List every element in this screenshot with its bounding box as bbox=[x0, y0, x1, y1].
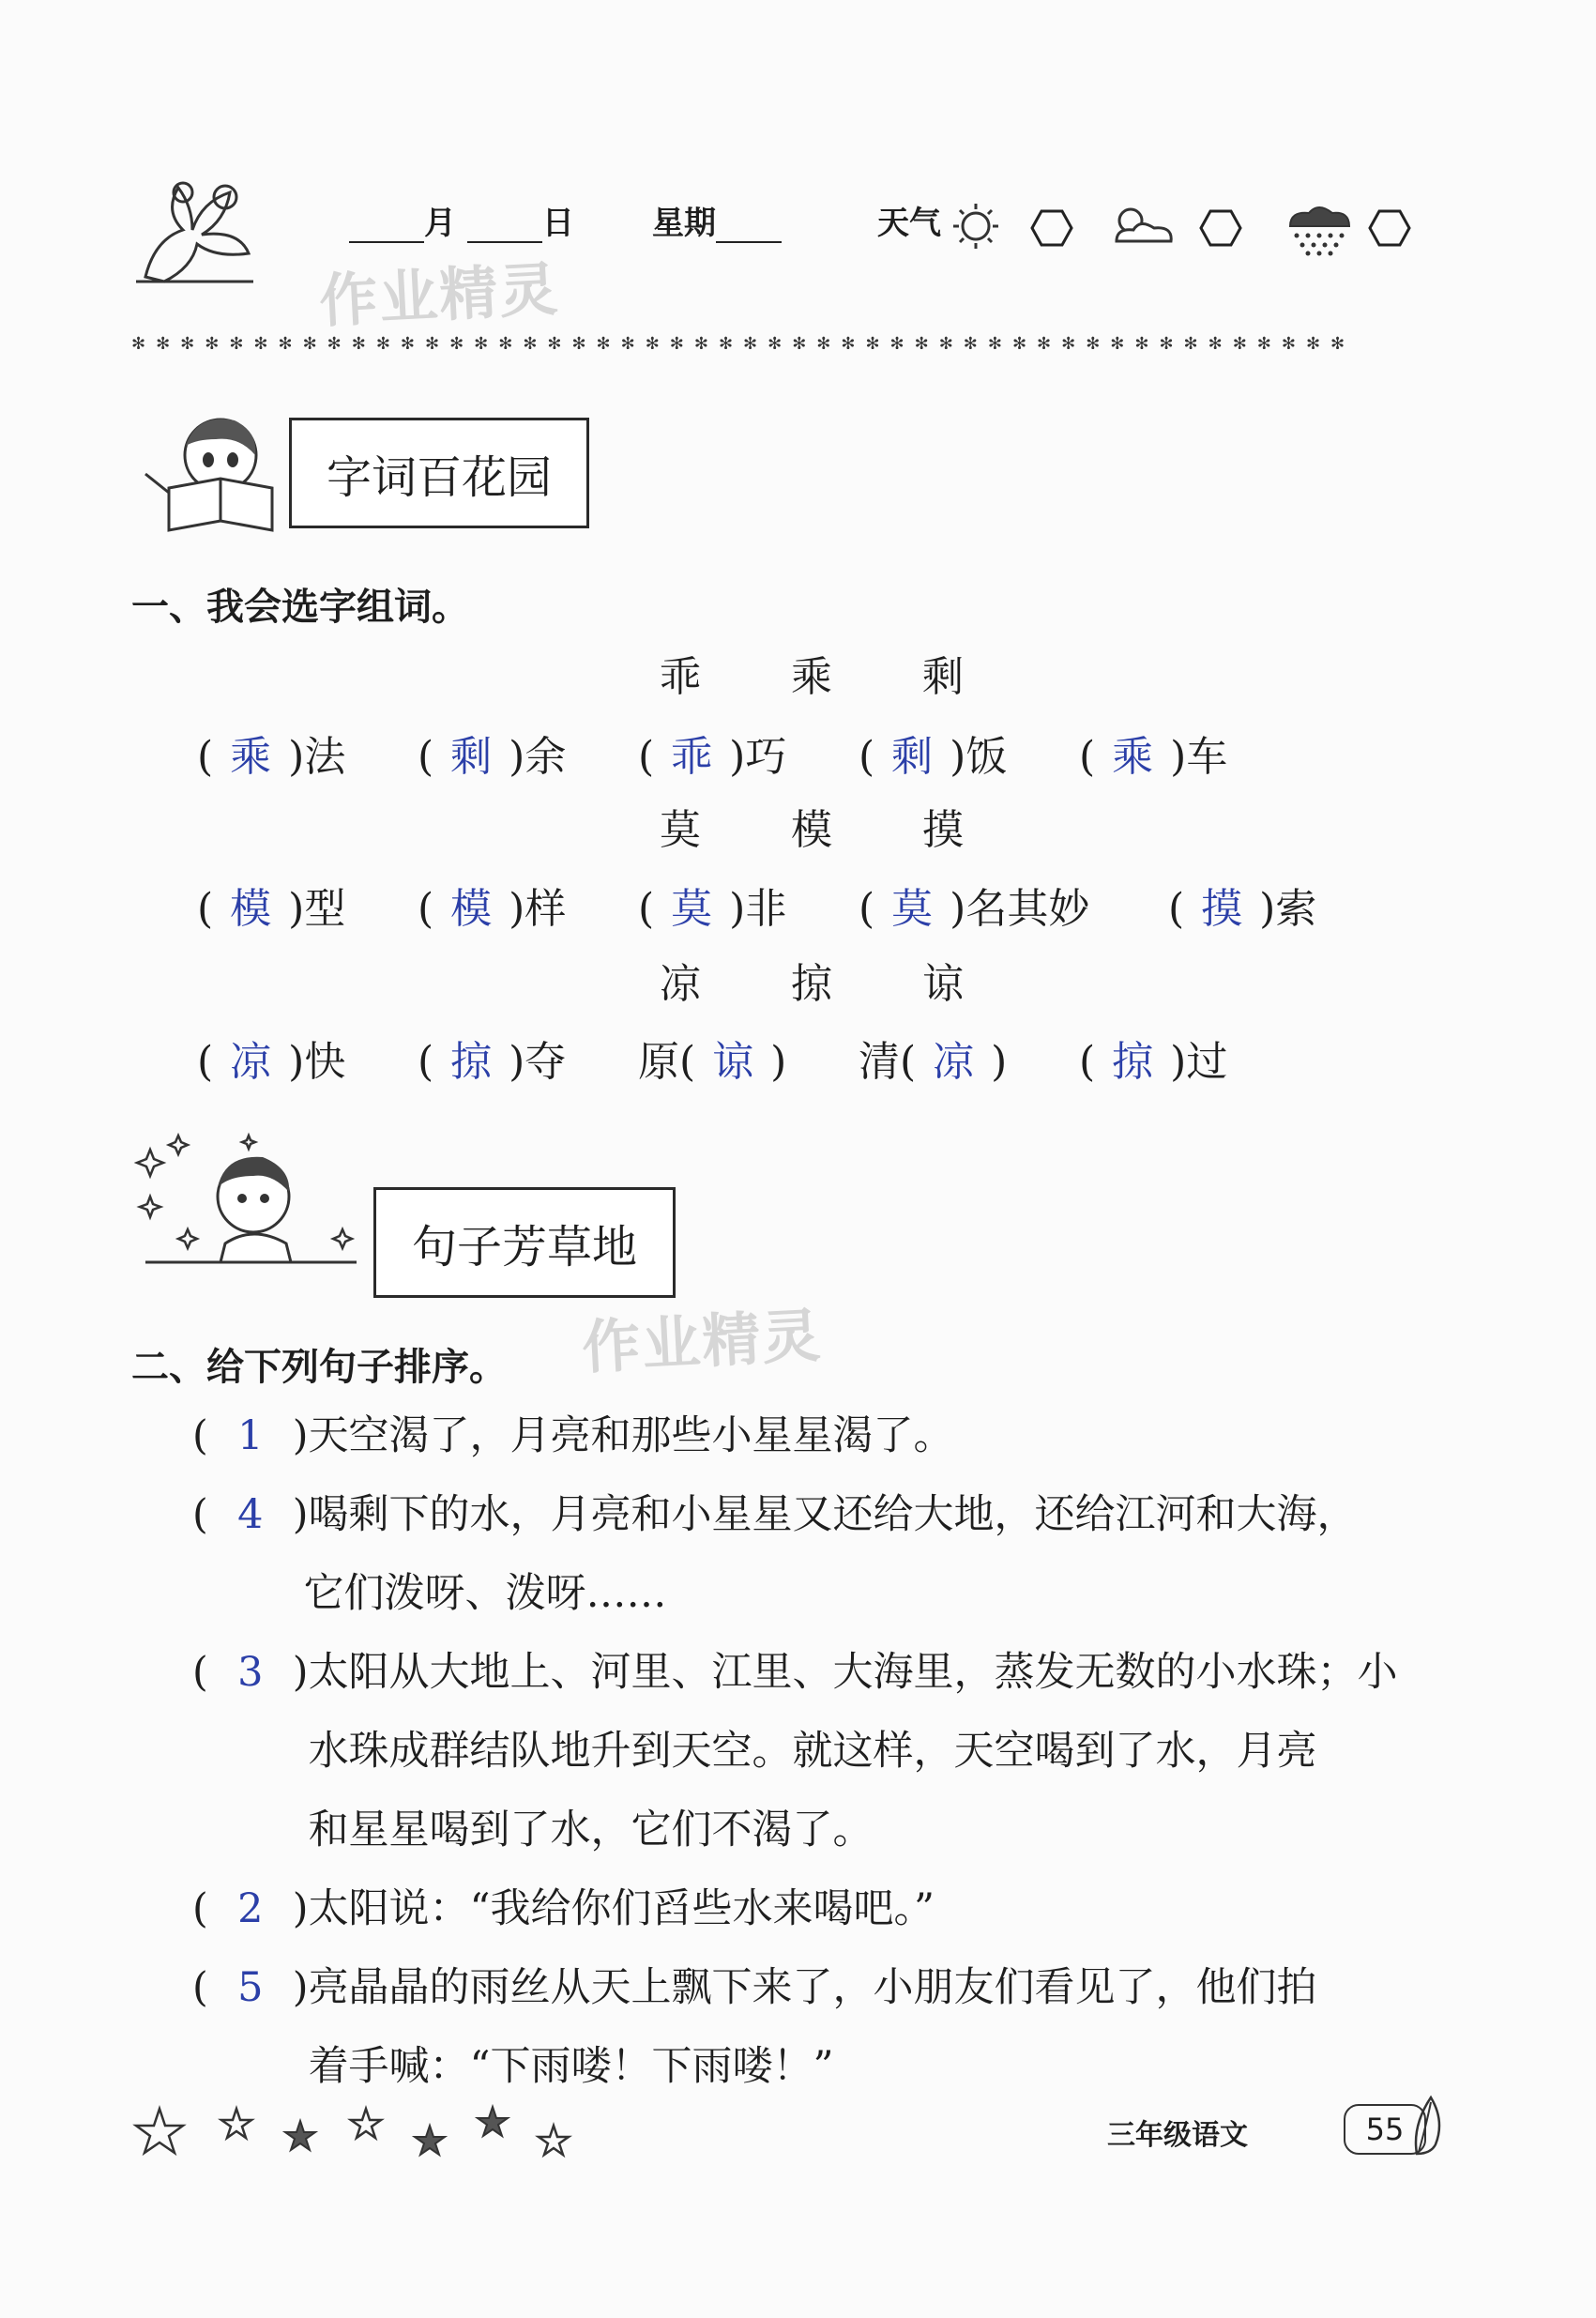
sentence-line: 太阳从大地上、河里、江里、大海里，蒸发无数的小水珠；小 bbox=[308, 1649, 1398, 1696]
sentence-item: ( 4 ) 喝剩下的水，月亮和小星星又还给大地，还给江河和大海， 它们泼呀、泼呀…… bbox=[192, 1475, 1431, 1633]
option-char: 莫 bbox=[660, 806, 701, 854]
flower-illustration bbox=[127, 164, 258, 286]
day-blank[interactable] bbox=[467, 209, 542, 243]
answer-blank[interactable]: 摸 bbox=[1201, 885, 1243, 933]
thinking-boy-icon bbox=[131, 1131, 366, 1281]
weekday-blank[interactable] bbox=[716, 209, 782, 243]
item-suffix: 过 bbox=[1186, 1038, 1228, 1086]
sentence-line: 着手喊：“下雨喽！下雨喽！” bbox=[308, 2043, 834, 2090]
cloudy-hexagon-checkbox[interactable] bbox=[1201, 211, 1240, 245]
order-answer[interactable]: 5 bbox=[237, 1964, 264, 2011]
item-suffix: 饭 bbox=[965, 733, 1008, 781]
rainy-hexagon-checkbox[interactable] bbox=[1370, 211, 1409, 245]
weekday-row bbox=[652, 197, 782, 243]
option-char: 乖 bbox=[660, 653, 701, 701]
answer-item: ( 乘 )车 bbox=[1079, 723, 1227, 783]
options-group-3 bbox=[615, 950, 1009, 1010]
option-char: 摸 bbox=[922, 806, 964, 854]
option-char: 模 bbox=[791, 806, 832, 854]
answer-item: 清( 凉 ) bbox=[859, 1028, 1079, 1088]
weather-label: 天气 bbox=[877, 205, 941, 242]
answer-item: ( 乘 )法 bbox=[197, 723, 418, 783]
star-icon bbox=[285, 2121, 315, 2150]
answer-item: ( 莫 )名其妙 bbox=[859, 875, 1168, 935]
section-title-sentences: 句子芳草地 bbox=[373, 1187, 676, 1298]
sentence-line: 水珠成群结队地升到天空。就这样，天空喝到了水，月亮 bbox=[308, 1728, 1317, 1775]
answer-blank[interactable]: 凉 bbox=[230, 1038, 272, 1086]
answer-blank[interactable]: 剩 bbox=[450, 733, 493, 781]
item-suffix: 非 bbox=[745, 885, 787, 933]
month-label: 月 bbox=[424, 205, 456, 242]
answer-blank[interactable]: 乘 bbox=[1112, 733, 1154, 781]
date-row bbox=[349, 197, 574, 243]
order-answer[interactable]: 1 bbox=[237, 1412, 264, 1459]
weekday-label: 星期 bbox=[652, 205, 716, 242]
question-1-title: 一、我会选字组词。 bbox=[131, 586, 469, 629]
sentence-line: 喝剩下的水，月亮和小星星又还给大地，还给江河和大海， bbox=[308, 1491, 1358, 1538]
item-suffix: 型 bbox=[304, 885, 346, 933]
rainy-icon bbox=[1290, 207, 1349, 256]
subject-label: 三年级语文 bbox=[1107, 2119, 1248, 2152]
item-suffix: 车 bbox=[1186, 733, 1228, 781]
answer-blank[interactable]: 谅 bbox=[712, 1038, 754, 1086]
sentence-list bbox=[192, 1396, 1431, 2106]
sentence-line: 太阳说：“我给你们舀些水来喝吧。” bbox=[308, 1885, 935, 1932]
item-suffix: 夺 bbox=[524, 1038, 567, 1086]
question-2-title: 二、给下列句子排序。 bbox=[131, 1346, 507, 1389]
answer-item: ( 凉 )快 bbox=[197, 1028, 418, 1088]
sentence-item: ( 3 ) 太阳从大地上、河里、江里、大海里，蒸发无数的小水珠；小 水珠成群结队地升到天空。就这样，天空喝到了水，月亮 和星星喝到了水，它们不渴了。 bbox=[192, 1633, 1431, 1869]
answer-row-2 bbox=[197, 875, 1316, 935]
star-icon bbox=[221, 2109, 251, 2138]
page-number: 55 bbox=[1344, 2104, 1426, 2155]
item-suffix: 快 bbox=[304, 1038, 346, 1086]
weather-options bbox=[948, 192, 1417, 258]
answer-blank[interactable]: 剩 bbox=[891, 733, 934, 781]
answer-item: ( 掠 )过 bbox=[1079, 1028, 1227, 1088]
answer-blank[interactable]: 莫 bbox=[891, 885, 934, 933]
item-suffix: 余 bbox=[524, 733, 567, 781]
answer-item: ( 模 )样 bbox=[418, 875, 638, 935]
answer-blank[interactable]: 乖 bbox=[671, 733, 713, 781]
answer-row-3 bbox=[197, 1028, 1227, 1088]
decorative-divider: ✻✻✻✻✻✻✻✻✻✻✻✻✻✻✻✻✻✻✻✻✻✻✻✻✻✻✻✻✻✻✻✻✻✻✻✻✻✻✻✻✻✻✻✻✻✻✻✻✻✻ bbox=[131, 334, 1356, 349]
item-suffix: 索 bbox=[1275, 885, 1317, 933]
star-icon bbox=[136, 2109, 183, 2153]
answer-item: ( 掠 )夺 bbox=[418, 1028, 638, 1088]
item-suffix: 名其妙 bbox=[965, 885, 1090, 933]
option-char: 剩 bbox=[922, 653, 964, 701]
sentence-item: ( 2 ) 太阳说：“我给你们舀些水来喝吧。” bbox=[192, 1869, 1431, 1948]
option-char: 掠 bbox=[791, 960, 832, 1008]
answer-blank[interactable]: 凉 bbox=[933, 1038, 975, 1086]
answer-blank[interactable]: 掠 bbox=[450, 1038, 493, 1086]
sentence-line: 天空渴了，月亮和那些小星星渴了。 bbox=[308, 1412, 954, 1459]
answer-item: ( 剩 )饭 bbox=[859, 723, 1079, 783]
option-char: 凉 bbox=[660, 960, 701, 1008]
answer-blank[interactable]: 模 bbox=[450, 885, 493, 933]
answer-blank[interactable]: 掠 bbox=[1112, 1038, 1154, 1086]
option-char: 谅 bbox=[922, 960, 964, 1008]
option-char: 乘 bbox=[791, 653, 832, 701]
cloudy-icon bbox=[1117, 209, 1171, 241]
answer-item: ( 摸 )索 bbox=[1168, 875, 1316, 935]
reading-boy-icon bbox=[131, 404, 291, 535]
star-icon bbox=[351, 2109, 381, 2138]
order-answer[interactable]: 4 bbox=[237, 1491, 264, 1538]
day-label: 日 bbox=[541, 205, 574, 242]
options-group-1 bbox=[615, 643, 1009, 703]
star-icon bbox=[539, 2126, 569, 2155]
watermark-middle: 作业精灵 bbox=[580, 1301, 825, 1382]
watermark-top: 作业精灵 bbox=[317, 254, 562, 336]
answer-row-1 bbox=[197, 723, 1227, 783]
sunny-icon bbox=[953, 204, 998, 249]
answer-item: 原( 谅 ) bbox=[638, 1028, 859, 1088]
answer-item: ( 乖 )巧 bbox=[638, 723, 859, 783]
order-answer[interactable]: 3 bbox=[237, 1649, 264, 1696]
item-prefix: 清 bbox=[859, 1038, 900, 1086]
sentence-line: 和星星喝到了水，它们不渴了。 bbox=[308, 1807, 874, 1853]
item-suffix: 法 bbox=[304, 733, 346, 781]
order-answer[interactable]: 2 bbox=[237, 1885, 264, 1932]
month-blank[interactable] bbox=[349, 209, 424, 243]
sentence-item: ( 5 ) 亮晶晶的雨丝从天上飘下来了，小朋友们看见了，他们拍 着手喊：“下雨喽！下雨喽！” bbox=[192, 1948, 1431, 2106]
answer-blank[interactable]: 莫 bbox=[671, 885, 713, 933]
answer-item: ( 莫 )非 bbox=[638, 875, 859, 935]
star-icon bbox=[415, 2126, 445, 2155]
sentence-line: 它们泼呀、泼呀…… bbox=[303, 1570, 667, 1617]
star-icon bbox=[478, 2107, 508, 2136]
answer-blank[interactable]: 乘 bbox=[230, 733, 272, 781]
answer-item: ( 剩 )余 bbox=[418, 723, 638, 783]
item-suffix: 样 bbox=[524, 885, 567, 933]
leaf-icon bbox=[1407, 2088, 1450, 2158]
answer-item: ( 模 )型 bbox=[197, 875, 418, 935]
sunny-hexagon-checkbox[interactable] bbox=[1032, 211, 1072, 245]
options-group-2 bbox=[615, 796, 1009, 856]
stars-decoration bbox=[131, 2097, 582, 2163]
answer-blank[interactable]: 模 bbox=[230, 885, 272, 933]
section-title-words: 字词百花园 bbox=[289, 418, 589, 528]
item-suffix: 巧 bbox=[745, 733, 787, 781]
sentence-line: 亮晶晶的雨丝从天上飘下来了，小朋友们看见了，他们拍 bbox=[308, 1964, 1317, 2011]
item-prefix: 原 bbox=[638, 1038, 679, 1086]
sentence-item: ( 1 ) 天空渴了，月亮和那些小星星渴了。 bbox=[192, 1396, 1431, 1475]
